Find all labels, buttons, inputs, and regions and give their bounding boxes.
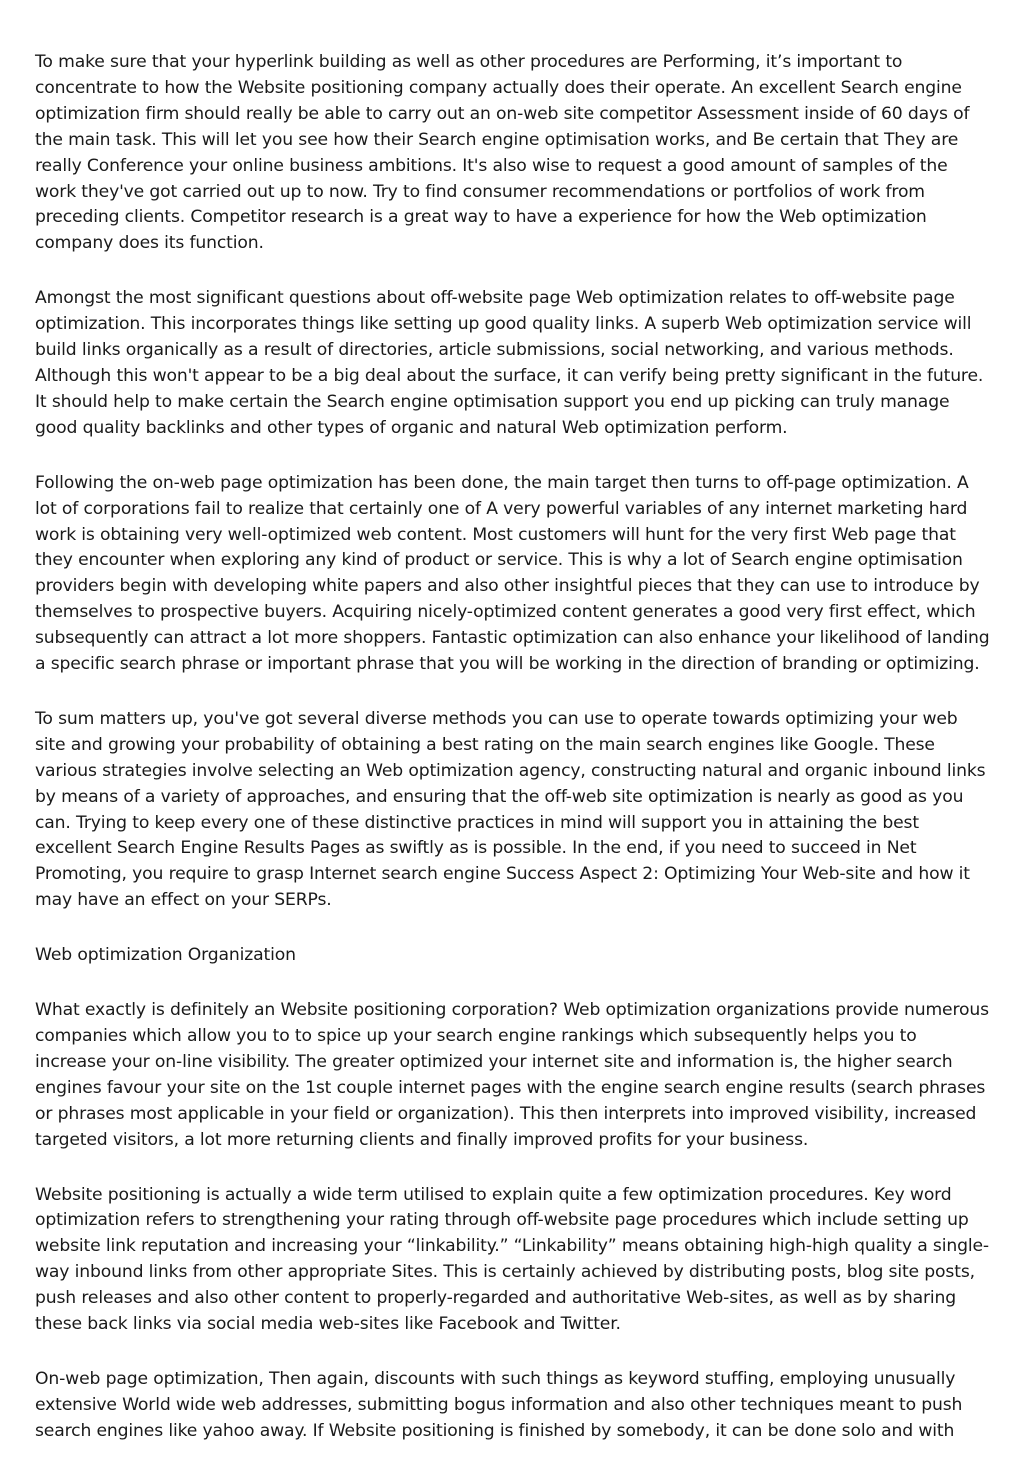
paragraph-on-web-optimization: On-web page optimization, Then again, discounts with such things as keyword stuffing, employing unusually extensive World wide web addresses, submitting bogus information and also other techniques meant to push search engines like yahoo away. If Website positioning is finished by somebody, it can be done solo and with [35, 1368, 963, 1441]
paragraph-link-building: To make sure that your hyperlink building as well as other procedures are Performing, it’s important to concentrate to how the Website positioning company actually does their operate. An excellent Search engine optimization firm should really be able to carry out an on-web site competitor Assessment inside of 60 days of the main task. This will let you see how their Search engine optimisation works, and Be certain that They are really Conference your online business ambitions. It's also wise to request a good amount of samples of the work they've got carried out up to now. Try to find consumer recommendations or portfolios of work from preceding clients. Competitor research is a great way to have a experience for how the Web optimization company does its function. [35, 52, 970, 254]
section-heading: Web optimization Organization [35, 945, 296, 966]
paragraph-sum-up: To sum matters up, you've got several diverse methods you can use to operate towards optimizing your web site and growing your probability of obtaining a best rating on the main search engines like Google. These various strategies involve selecting an Web optimization agency, constructing natural and organic inbound links by means of a variety of approaches, and ensuring that the off-web site optimization is nearly as good as you can. Trying to keep every one of these distinctive practices in mind will support you in attaining the best excellent Search Engine Results Pages as swiftly as is possible. In the end, if you need to succeed in Net Promoting, you require to grasp Internet search engine Success Aspect 2: Optimizing Your Web-site and how it may have an effect on your SERPs. [35, 708, 986, 911]
paragraph-what-is-seo: What exactly is definitely an Website positioning corporation? Web optimization organizations provide numerous companies which allow you to to spice up your search engine rankings which subsequently helps you to increase your on-line visibility. The greater optimized your internet site and information is, the higher search engines favour your site on the 1st couple internet pages with the engine search engine results (search phrases or phrases most applicable in your field or organization). This then interprets into improved visibility, increased targeted visitors, a lot more returning clients and finally improved profits for your business. [35, 1000, 989, 1150]
paragraph-wide-term: Website positioning is actually a wide term utilised to explain quite a few optimization procedures. Key word optimization refers to strengthening your rating through off-website page procedures which include setting up website link reputation and increasing your “linkability.” “Linkability” means obtaining high-high quality a single-way inbound links from other appropriate Sites. This is certainly achieved by distributing posts, blog site posts, push releases and also other content to properly-regarded and authoritative Web-sites, as well as by sharing these back links via social media web-sites like Facebook and Twitter. [35, 1184, 989, 1335]
paragraph-on-page-followup: Following the on-web page optimization has been done, the main target then turns to off-page optimization. A lot of corporations fail to realize that certainly one of A very powerful variables of any internet marketing hard work is obtaining very well-optimized web content. Most customers will hunt for the very first Web page that they encounter when exploring any kind of product or service. This is why a lot of Search engine optimisation providers begin with developing white papers and also other insightful pieces that they can use to introduce by themselves to prospective buyers. Acquiring nicely-optimized content generates a good very first effect, which subsequently can attract a lot more shoppers. Fantastic optimization can also enhance your likelihood of landing a specific search phrase or important phrase that you will be working in the direction of branding or optimizing. [35, 472, 990, 675]
article-body [35, 50, 993, 1474]
paragraph-off-page-questions: Amongst the most significant questions about off-website page Web optimization relates to off-website page optimization. This incorporates things like setting up good quality links. A superb Web optimization service will build links organically as a result of directories, article submissions, social networking, and various methods. Although this won't appear to be a big deal about the surface, it can verify being pretty significant in the future. It should help to make certain the Search engine optimisation support you end up picking can truly manage good quality backlinks and other types of organic and natural Web optimization perform. [35, 288, 984, 438]
